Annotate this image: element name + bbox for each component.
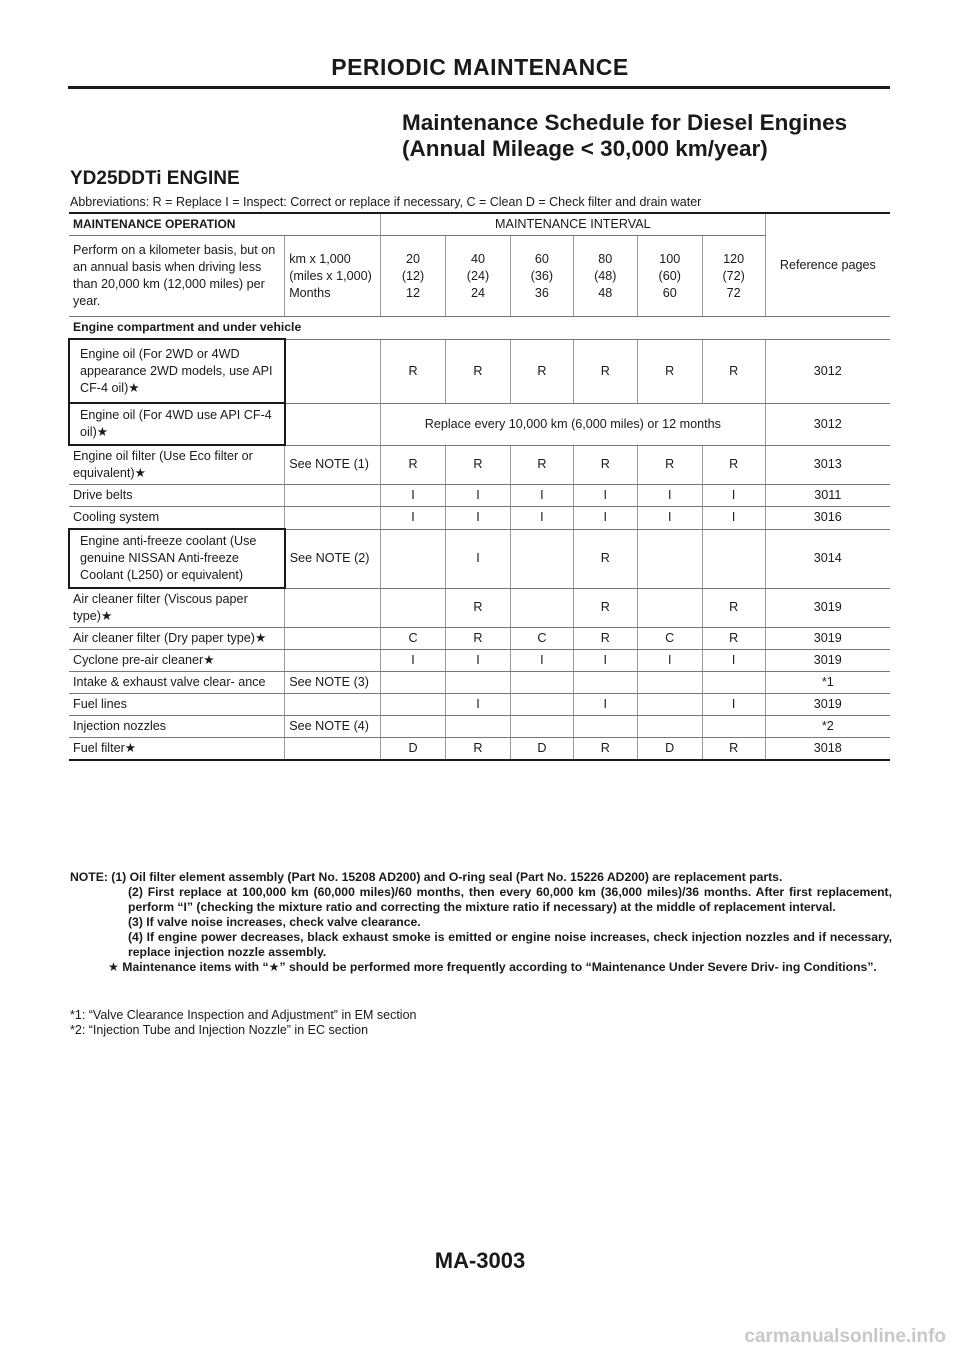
interval-cell: I (637, 650, 702, 672)
interval-column (573, 236, 637, 317)
interval-cell: R (702, 588, 765, 628)
interval-cell (702, 716, 765, 738)
page-number: MA-3003 (434, 1248, 526, 1273)
note-cell (285, 650, 381, 672)
note-cell (285, 485, 381, 507)
interval-cell: I (702, 507, 765, 530)
units-months: Months (289, 285, 331, 300)
interval-cell: I (446, 507, 511, 530)
interval-cell (573, 672, 637, 694)
reference-page: 3011 (765, 485, 890, 507)
col-months: 24 (470, 285, 485, 300)
interval-cell: D (637, 738, 702, 761)
note-4: (4) If engine power decreases, black exhaust smoke is emitted or engine noise increases, check injection nozzles and if necessary, replace injection nozzle assembly. (128, 930, 892, 959)
note-cell (285, 694, 381, 716)
interval-cell: R (446, 588, 511, 628)
col-miles: (60) (658, 268, 681, 283)
interval-span-cell: Replace every 10,000 km (6,000 miles) or 12 months (381, 403, 766, 445)
table-row (69, 672, 890, 694)
interval-cell (637, 716, 702, 738)
col-km: 20 (406, 251, 421, 266)
note-cell (285, 738, 381, 761)
reference-page: 3018 (765, 738, 890, 761)
basis-note: Perform on a kilometer basis, but on an annual basis when driving less than 20,000 km (12,000 miles) per year. (69, 236, 285, 317)
interval-cell: I (702, 485, 765, 507)
engine-heading: YD25DDTi ENGINE (70, 168, 240, 189)
interval-cell: R (573, 529, 637, 588)
site-watermark: carmanualsonline.info (744, 1326, 946, 1347)
operation-item: Engine anti-freeze coolant (Use genuine NISSAN Anti-freeze Coolant (L250) or equivalent) (69, 529, 285, 588)
interval-cell: I (702, 650, 765, 672)
interval-cell: R (446, 445, 511, 485)
note-cell: See NOTE (3) (285, 672, 381, 694)
col-km: 80 (598, 251, 613, 266)
interval-cell (637, 694, 702, 716)
reference-2: *2: “Injection Tube and Injection Nozzle” in EC section (70, 1023, 369, 1037)
reference-page: 3012 (765, 403, 890, 445)
operation-item: Cooling system (69, 507, 285, 530)
interval-cell (637, 588, 702, 628)
interval-cell (510, 716, 573, 738)
reference-page: 3019 (765, 694, 890, 716)
note-cell (285, 628, 381, 650)
schedule-body (69, 213, 890, 760)
interval-cell (510, 588, 573, 628)
reference-page: *1 (765, 672, 890, 694)
interval-cell: C (637, 628, 702, 650)
reference-1: *1: “Valve Clearance Inspection and Adjustment” in EM section (70, 1008, 417, 1022)
reference-page: 3014 (765, 529, 890, 588)
header-rule (68, 86, 890, 89)
reference-header: Reference pages (765, 213, 890, 317)
interval-header: MAINTENANCE INTERVAL (381, 213, 766, 236)
section-header: PERIODIC MAINTENANCE (331, 54, 629, 80)
note-star: ★ Maintenance items with “★” should be performed more frequently according to “Maintenance Under Severe Driv- ing Conditions”. (108, 960, 877, 974)
operation-item: Engine oil filter (Use Eco filter or equivalent)★ (69, 445, 285, 485)
interval-cell: I (573, 507, 637, 530)
units-cell (285, 236, 381, 317)
operation-header: MAINTENANCE OPERATION (69, 213, 381, 236)
table-row (69, 628, 890, 650)
interval-cell: I (446, 650, 511, 672)
table-row (69, 716, 890, 738)
table-row (69, 529, 890, 588)
interval-cell: R (446, 738, 511, 761)
interval-cell: R (573, 738, 637, 761)
interval-cell: R (637, 445, 702, 485)
table-row (69, 650, 890, 672)
table-row (69, 445, 890, 485)
interval-cell: I (637, 507, 702, 530)
note-cell (285, 588, 381, 628)
interval-cell: I (573, 650, 637, 672)
interval-cell: I (446, 529, 511, 588)
interval-column (510, 236, 573, 317)
interval-cell (573, 716, 637, 738)
col-months: 72 (726, 285, 741, 300)
abbreviations-line: Abbreviations: R = Replace I = Inspect: Correct or replace if necessary, C = Clean D = Check filter and drain water (70, 195, 702, 209)
interval-cell: R (702, 738, 765, 761)
operation-item: Air cleaner filter (Dry paper type)★ (69, 628, 285, 650)
col-miles: (72) (722, 268, 745, 283)
table-row (69, 694, 890, 716)
interval-cell: I (510, 485, 573, 507)
document-title (402, 110, 847, 162)
interval-cell: R (573, 628, 637, 650)
interval-cell (510, 694, 573, 716)
interval-cell: I (510, 650, 573, 672)
col-months: 36 (534, 285, 549, 300)
operation-item: Drive belts (69, 485, 285, 507)
col-miles: (48) (594, 268, 617, 283)
operation-item: Injection nozzles (69, 716, 285, 738)
table-row (69, 738, 890, 761)
interval-column (446, 236, 511, 317)
reference-page: 3013 (765, 445, 890, 485)
interval-cell (702, 529, 765, 588)
units-miles: (miles x 1,000) (289, 268, 372, 283)
interval-cell (381, 694, 446, 716)
operation-item: Cyclone pre-air cleaner★ (69, 650, 285, 672)
interval-cell: R (381, 339, 446, 403)
interval-cell: R (446, 339, 511, 403)
col-km: 100 (659, 251, 681, 266)
interval-column (381, 236, 446, 317)
interval-cell: R (446, 628, 511, 650)
table-row (69, 485, 890, 507)
reference-page: 3019 (765, 650, 890, 672)
reference-page: 3012 (765, 339, 890, 403)
interval-cell: I (573, 485, 637, 507)
interval-cell: I (381, 507, 446, 530)
units-km: km x 1,000 (289, 251, 351, 266)
reference-page: *2 (765, 716, 890, 738)
interval-cell: I (702, 694, 765, 716)
interval-cell (381, 588, 446, 628)
table-row (69, 507, 890, 530)
interval-cell: I (637, 485, 702, 507)
col-months: 12 (406, 285, 421, 300)
interval-cell: C (510, 628, 573, 650)
note-cell: See NOTE (1) (285, 445, 381, 485)
interval-cell (381, 529, 446, 588)
interval-column (637, 236, 702, 317)
interval-cell: D (510, 738, 573, 761)
operation-item: Engine oil (For 4WD use API CF-4 oil)★ (69, 403, 285, 445)
table-row (69, 588, 890, 628)
interval-cell (510, 672, 573, 694)
note-cell (285, 403, 381, 445)
interval-cell: D (381, 738, 446, 761)
reference-page: 3019 (765, 588, 890, 628)
interval-cell (702, 672, 765, 694)
reference-page: 3019 (765, 628, 890, 650)
section-label: Engine compartment and under vehicle (69, 317, 890, 340)
col-km: 40 (470, 251, 485, 266)
note-cell: See NOTE (4) (285, 716, 381, 738)
operation-item: Intake & exhaust valve clear- ance (69, 672, 285, 694)
interval-cell: I (381, 485, 446, 507)
title-line-2: (Annual Mileage < 30,000 km/year) (402, 136, 768, 161)
interval-cell (446, 672, 511, 694)
col-miles: (12) (401, 268, 425, 283)
footnote-references (70, 1008, 416, 1038)
note-cell (285, 339, 381, 403)
interval-cell: I (446, 694, 511, 716)
table-row (69, 403, 890, 445)
col-months: 48 (598, 285, 613, 300)
col-km: 120 (723, 251, 745, 266)
interval-cell: I (510, 507, 573, 530)
col-months: 60 (662, 285, 677, 300)
interval-cell (510, 529, 573, 588)
header-row-1 (69, 213, 890, 236)
operation-item: Engine oil (For 2WD or 4WD appearance 2WD models, use API CF-4 oil)★ (69, 339, 285, 403)
interval-cell (381, 716, 446, 738)
interval-cell: R (702, 339, 765, 403)
interval-cell: R (573, 339, 637, 403)
table-row (69, 339, 890, 403)
interval-column (702, 236, 765, 317)
interval-cell: R (573, 588, 637, 628)
interval-cell: R (637, 339, 702, 403)
interval-cell: R (702, 445, 765, 485)
interval-cell: R (510, 445, 573, 485)
col-km: 60 (534, 251, 549, 266)
interval-cell (637, 672, 702, 694)
operation-item: Air cleaner filter (Viscous paper type)★ (69, 588, 285, 628)
note-2: (2) First replace at 100,000 km (60,000 miles)/60 months, then every 60,000 km (36,000 miles)/36 months. After first replacement, perform “I” (checking the mixture ratio and correcting the mixture ratio if necessary) at the middle of replacement interval. (128, 885, 892, 914)
interval-cell (446, 716, 511, 738)
interval-cell: R (702, 628, 765, 650)
section-row (69, 317, 890, 340)
interval-cell: I (446, 485, 511, 507)
col-miles: (24) (466, 268, 490, 283)
title-line-1: Maintenance Schedule for Diesel Engines (402, 110, 848, 135)
col-miles: (36) (530, 268, 554, 283)
note-3: (3) If valve noise increases, check valve clearance. (128, 915, 421, 929)
interval-cell: I (381, 650, 446, 672)
note-1: NOTE: (1) Oil filter element assembly (Part No. 15208 AD200) and O-ring seal (Part No. 15226 AD200) are replacement parts. (70, 870, 783, 884)
note-cell (285, 507, 381, 530)
operation-item: Fuel lines (69, 694, 285, 716)
interval-cell: I (573, 694, 637, 716)
operation-item: Fuel filter★ (69, 738, 285, 761)
interval-cell: C (381, 628, 446, 650)
reference-page: 3016 (765, 507, 890, 530)
interval-cell: R (573, 445, 637, 485)
interval-cell (381, 672, 446, 694)
notes-block (70, 870, 892, 975)
interval-cell: R (381, 445, 446, 485)
interval-cell: R (510, 339, 573, 403)
maintenance-schedule-table (68, 212, 890, 761)
interval-cell (637, 529, 702, 588)
note-cell: See NOTE (2) (285, 529, 381, 588)
